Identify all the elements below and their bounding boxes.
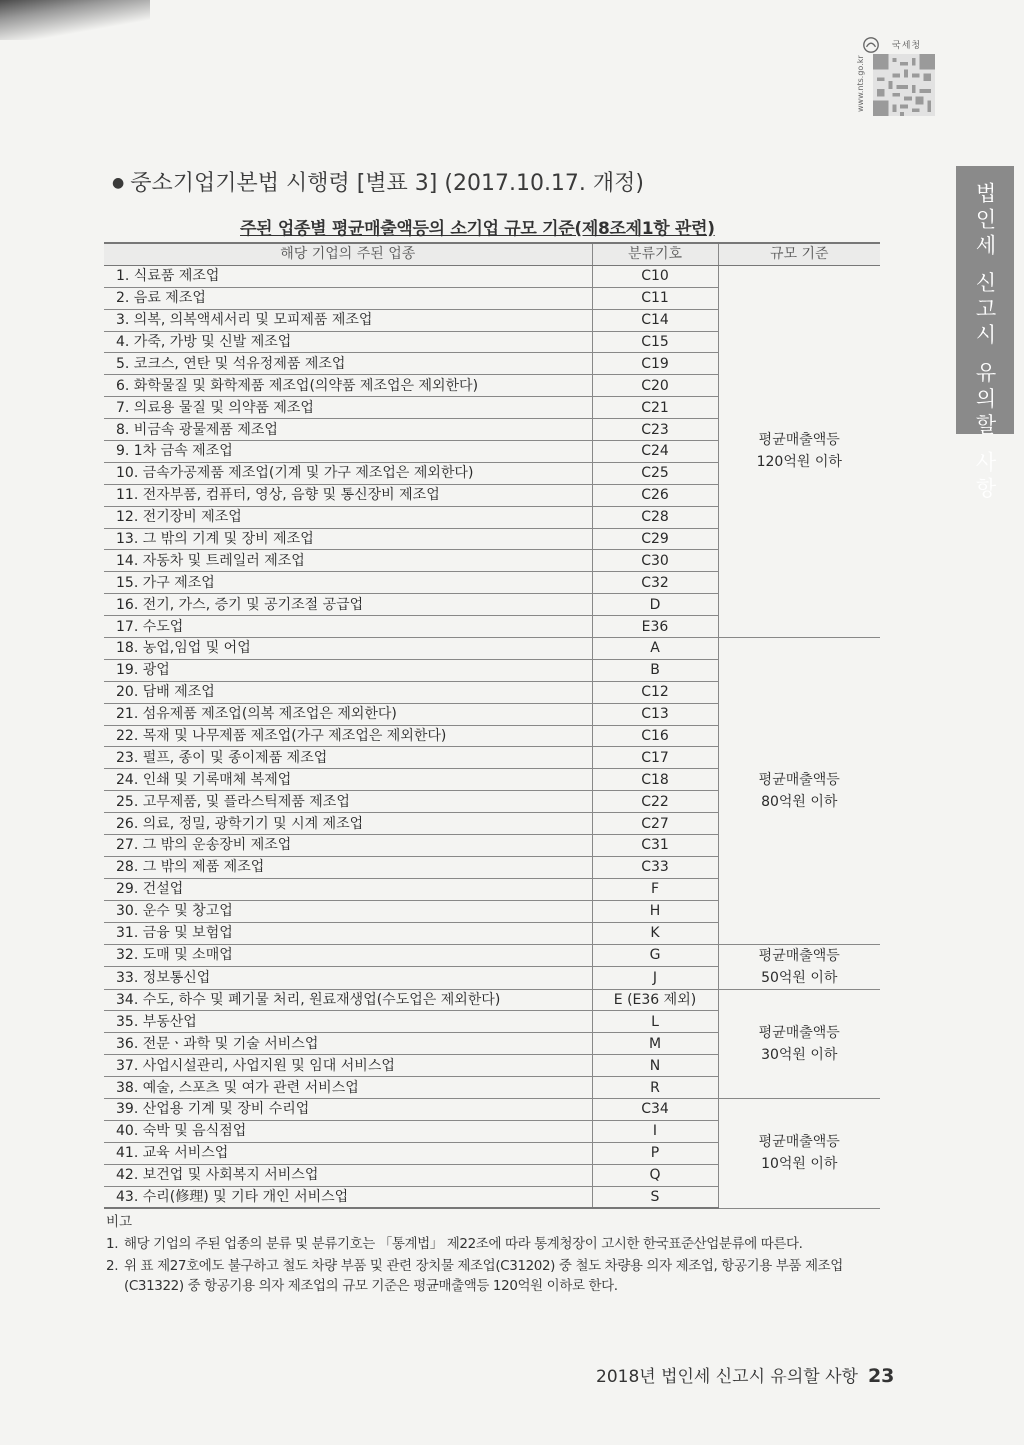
industry-cell: 16. 전기, 가스, 증기 및 공기조절 공급업 — [104, 594, 592, 616]
page-footer — [596, 1362, 894, 1387]
industry-cell: 39. 산업용 기계 및 장비 수리업 — [104, 1098, 592, 1120]
code-cell: F — [592, 878, 718, 900]
code-cell: C24 — [592, 441, 718, 463]
industry-cell: 6. 화학물질 및 화학제품 제조업(의약품 제조업은 제외한다) — [104, 375, 592, 397]
industry-cell: 27. 그 밖의 운송장비 제조업 — [104, 835, 592, 857]
industry-cell: 30. 운수 및 창고업 — [104, 900, 592, 922]
industry-cell: 3. 의복, 의복액세서리 및 모피제품 제조업 — [104, 309, 592, 331]
remark-note-text: 위 표 제27호에도 불구하고 철도 차량 부품 및 관련 장치물 제조업(C31202) 중 철도 차량용 의자 제조업, 항공기용 부품 제조업(C31322) 중 항공기용 의자 제조업의 규모 기준은 평균매출액등 120억원 이하로 한다. — [124, 1258, 843, 1294]
code-cell: Q — [592, 1164, 718, 1186]
criteria-amount: 10억원 이하 — [761, 1156, 838, 1173]
table-row — [104, 944, 880, 967]
code-cell: C34 — [592, 1098, 718, 1120]
code-cell: R — [592, 1077, 718, 1099]
code-cell: C28 — [592, 506, 718, 528]
industry-cell: 26. 의료, 정밀, 광학기기 및 시계 제조업 — [104, 813, 592, 835]
industry-cell: 40. 숙박 및 음식점업 — [104, 1120, 592, 1142]
code-cell: C27 — [592, 813, 718, 835]
industry-cell: 20. 담배 제조업 — [104, 681, 592, 703]
criteria-cell — [718, 989, 880, 1098]
code-cell: C32 — [592, 572, 718, 594]
industry-cell: 21. 섬유제품 제조업(의복 제조업은 제외한다) — [104, 703, 592, 725]
code-cell: C17 — [592, 747, 718, 769]
criteria-cell — [718, 638, 880, 944]
industry-cell: 32. 도매 및 소매업 — [104, 944, 592, 967]
code-cell: P — [592, 1142, 718, 1164]
industry-cell: 22. 목재 및 나무제품 제조업(가구 제조업은 제외한다) — [104, 725, 592, 747]
remark-note — [106, 1234, 881, 1254]
industry-cell: 11. 전자부품, 컴퓨터, 영상, 음향 및 통신장비 제조업 — [104, 484, 592, 506]
chapter-side-tab-label: 법인세 신고시 유의할 사항 — [973, 182, 997, 504]
criteria-cell — [718, 944, 880, 989]
code-cell: C15 — [592, 331, 718, 353]
criteria-amount: 80억원 이하 — [761, 793, 838, 810]
code-cell: E36 — [592, 616, 718, 638]
table-row — [104, 989, 880, 1011]
industry-cell: 8. 비금속 광물제품 제조업 — [104, 419, 592, 441]
industry-cell: 28. 그 밖의 제품 제조업 — [104, 856, 592, 878]
code-cell: C30 — [592, 550, 718, 572]
industry-cell: 4. 가죽, 가방 및 신발 제조업 — [104, 331, 592, 353]
code-cell: E (E36 제외) — [592, 989, 718, 1011]
code-cell: C21 — [592, 397, 718, 419]
remarks-title: 비고 — [106, 1214, 133, 1230]
code-cell: C19 — [592, 353, 718, 375]
industry-cell: 29. 건설업 — [104, 878, 592, 900]
industry-cell: 31. 금융 및 보험업 — [104, 922, 592, 944]
page-number: 23 — [867, 1365, 895, 1387]
industry-cell: 41. 교육 서비스업 — [104, 1142, 592, 1164]
remark-note-number: 2. — [106, 1258, 119, 1274]
industry-cell: 25. 고무제품, 및 플라스틱제품 제조업 — [104, 791, 592, 813]
code-cell: C16 — [592, 725, 718, 747]
industry-cell: 7. 의료용 물질 및 의약품 제조업 — [104, 397, 592, 419]
code-cell: C23 — [592, 419, 718, 441]
code-cell: C10 — [592, 265, 718, 287]
criteria-label: 평균매출액등 — [758, 771, 840, 788]
nts-logo — [858, 34, 940, 120]
code-cell: C18 — [592, 769, 718, 791]
industry-cell: 5. 코크스, 연탄 및 석유정제품 제조업 — [104, 353, 592, 375]
industry-cell: 34. 수도, 하수 및 폐기물 처리, 원료재생업(수도업은 제외한다) — [104, 989, 592, 1011]
industry-cell: 23. 펄프, 종이 및 종이제품 제조업 — [104, 747, 592, 769]
table-row — [104, 265, 880, 287]
code-cell: C12 — [592, 681, 718, 703]
industry-cell: 9. 1차 금속 제조업 — [104, 441, 592, 463]
header-criteria: 규모 기준 — [718, 243, 880, 265]
code-cell: C26 — [592, 484, 718, 506]
code-cell: K — [592, 922, 718, 944]
industry-cell: 33. 정보통신업 — [104, 967, 592, 990]
table-header-row — [104, 243, 880, 265]
criteria-label: 평균매출액등 — [758, 947, 840, 964]
code-cell: G — [592, 944, 718, 967]
nts-emblem-icon — [862, 36, 880, 54]
criteria-label: 평균매출액등 — [758, 432, 840, 449]
criteria-cell — [718, 1098, 880, 1208]
code-cell: C13 — [592, 703, 718, 725]
industry-cell: 15. 가구 제조업 — [104, 572, 592, 594]
industry-cell: 12. 전기장비 제조업 — [104, 506, 592, 528]
code-cell: C22 — [592, 791, 718, 813]
industry-cell: 24. 인쇄 및 기록매체 복제업 — [104, 769, 592, 791]
remark-note-number: 1. — [106, 1236, 119, 1252]
code-cell: C31 — [592, 835, 718, 857]
header-code: 분류기호 — [592, 243, 718, 265]
code-cell: C14 — [592, 309, 718, 331]
scan-edge-shadow — [0, 0, 150, 40]
code-cell: B — [592, 659, 718, 681]
section-heading-text: 중소기업기본법 시행령 [별표 3] (2017.10.17. 개정) — [130, 171, 644, 196]
code-cell: D — [592, 594, 718, 616]
code-cell: C25 — [592, 462, 718, 484]
industry-cell: 18. 농업,임업 및 어업 — [104, 638, 592, 660]
criteria-amount: 120억원 이하 — [756, 454, 842, 471]
code-cell: I — [592, 1120, 718, 1142]
code-cell: N — [592, 1055, 718, 1077]
criteria-cell — [718, 265, 880, 637]
industry-cell: 10. 금속가공제품 제조업(기계 및 가구 제조업은 제외한다) — [104, 462, 592, 484]
industry-cell: 42. 보건업 및 사회복지 서비스업 — [104, 1164, 592, 1186]
industry-cell: 37. 사업시설관리, 사업지원 및 임대 서비스업 — [104, 1055, 592, 1077]
industry-cell: 38. 예술, 스포츠 및 여가 관련 서비스업 — [104, 1077, 592, 1099]
code-cell: J — [592, 967, 718, 990]
code-cell: L — [592, 1011, 718, 1033]
bullet-icon: ● — [112, 175, 125, 191]
table-title: 주된 업종별 평균매출액등의 소기업 규모 기준(제8조제1항 관련) — [240, 219, 715, 239]
industry-cell: 13. 그 밖의 기계 및 장비 제조업 — [104, 528, 592, 550]
code-cell: M — [592, 1033, 718, 1055]
industry-cell: 2. 음료 제조업 — [104, 287, 592, 309]
table-row — [104, 638, 880, 660]
industry-cell: 35. 부동산업 — [104, 1011, 592, 1033]
criteria-label: 평균매출액등 — [758, 1024, 840, 1041]
criteria-amount: 50억원 이하 — [761, 969, 838, 986]
qr-code-icon — [872, 54, 936, 116]
industry-cell: 36. 전문ㆍ과학 및 기술 서비스업 — [104, 1033, 592, 1055]
industry-cell: 43. 수리(修理) 및 기타 개인 서비스업 — [104, 1186, 592, 1208]
chapter-side-tab — [956, 166, 1014, 504]
industry-cell: 19. 광업 — [104, 659, 592, 681]
industry-cell: 17. 수도업 — [104, 616, 592, 638]
code-cell: C11 — [592, 287, 718, 309]
code-cell: C33 — [592, 856, 718, 878]
criteria-amount: 30억원 이하 — [761, 1046, 838, 1063]
code-cell: H — [592, 900, 718, 922]
remarks — [106, 1210, 881, 1298]
footer-title: 2018년 법인세 신고시 유의할 사항 — [596, 1367, 858, 1387]
header-industry: 해당 기업의 주된 업종 — [104, 243, 592, 265]
remark-note-text: 해당 기업의 주된 업종의 분류 및 분류기호는 「통계법」 제22조에 따라 통계청장이 고시한 한국표준산업분류에 따른다. — [124, 1236, 803, 1252]
code-cell: S — [592, 1186, 718, 1208]
table-row — [104, 1098, 880, 1120]
logo-url: www.nts.go.kr — [856, 55, 865, 112]
industry-cell: 1. 식료품 제조업 — [104, 265, 592, 287]
industry-size-table — [104, 242, 880, 1209]
remark-note — [106, 1256, 881, 1296]
table-body — [104, 265, 880, 1208]
code-cell: C20 — [592, 375, 718, 397]
industry-cell: 14. 자동차 및 트레일러 제조업 — [104, 550, 592, 572]
logo-label: 국세청 — [892, 41, 922, 51]
code-cell: C29 — [592, 528, 718, 550]
criteria-label: 평균매출액등 — [758, 1134, 840, 1151]
code-cell: A — [592, 638, 718, 660]
section-heading — [112, 166, 644, 197]
